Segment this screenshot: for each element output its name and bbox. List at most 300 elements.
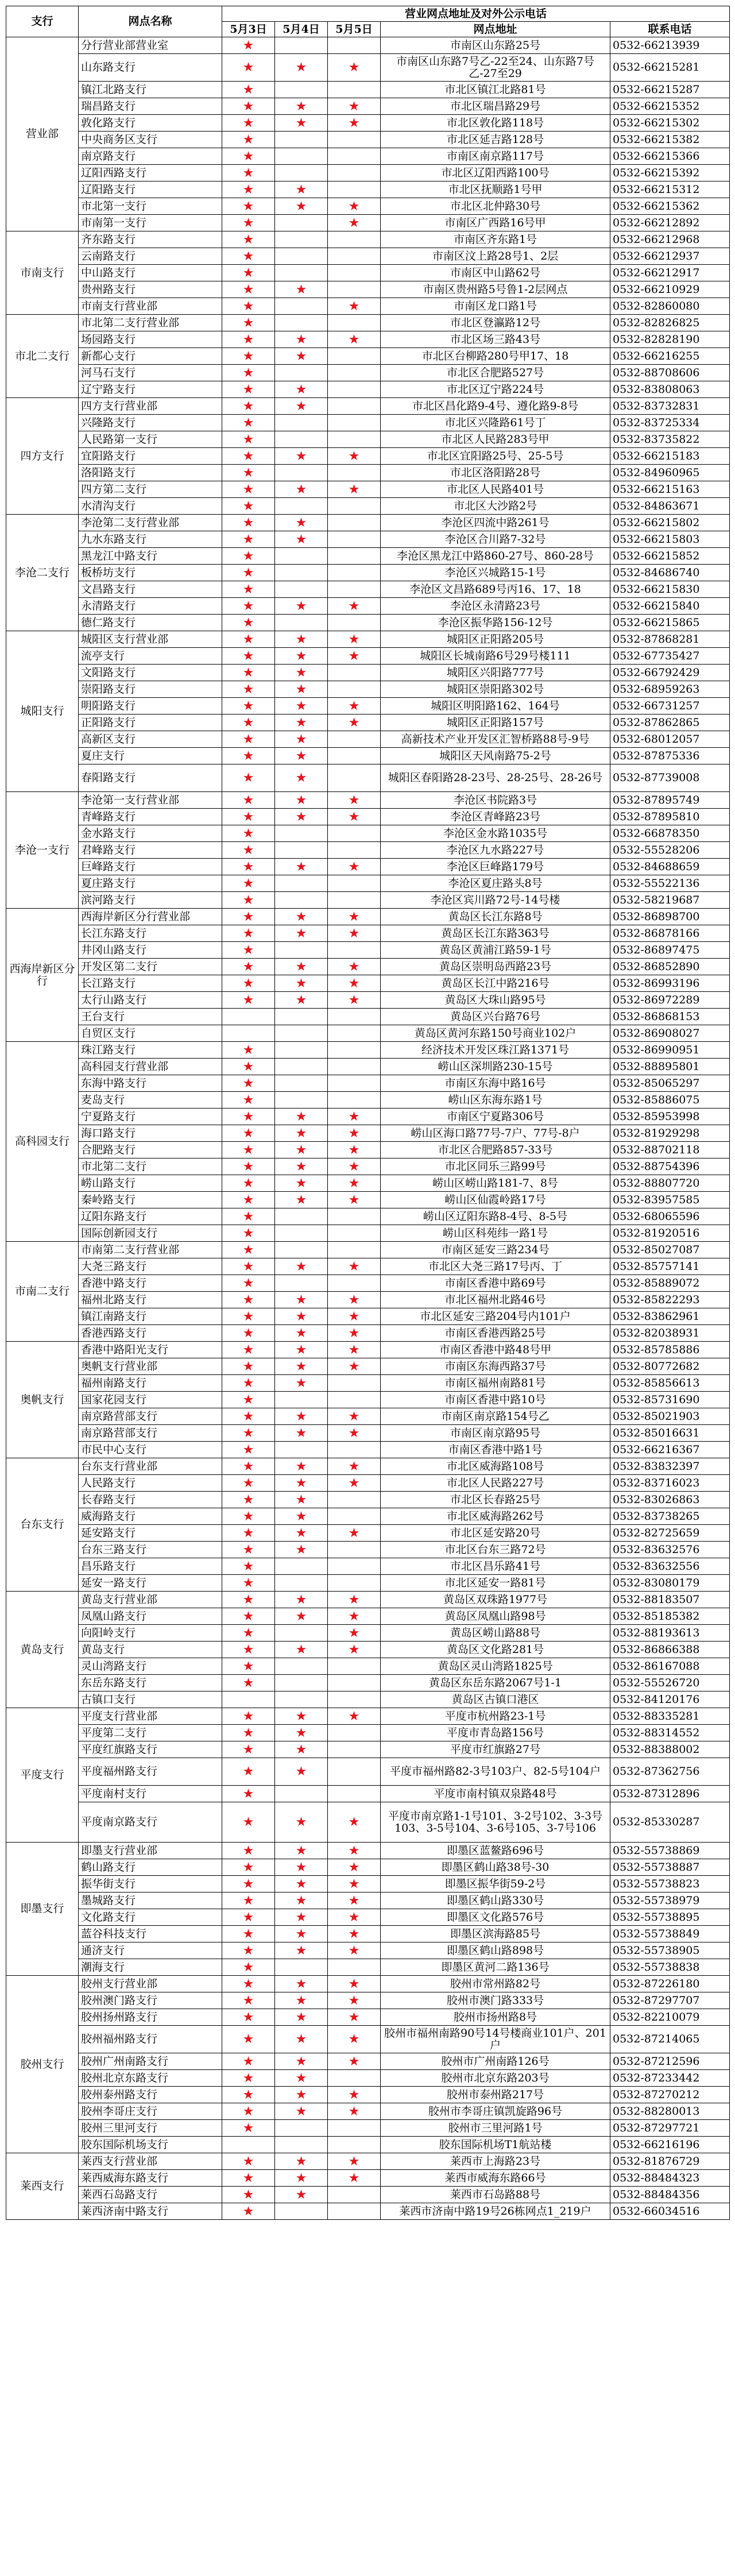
table-row [6, 1475, 730, 1492]
phone-cell: 0532-66215281 [610, 54, 730, 82]
star-icon: ★ [295, 1993, 307, 2008]
address-cell: 李沧区合川路7-32号 [381, 531, 610, 548]
open-day-2-cell [275, 281, 328, 298]
address-cell: 李沧区巨峰路179号 [381, 859, 610, 875]
open-day-3-cell [328, 1525, 381, 1542]
open-day-1-cell [222, 2137, 275, 2153]
open-day-1-cell [222, 2087, 275, 2103]
star-icon: ★ [242, 1764, 254, 1779]
outlet-name-cell: 胶州三里河支行 [79, 2120, 222, 2137]
outlet-name-cell: 国际创新园支行 [79, 1225, 222, 1242]
table-row [6, 748, 730, 764]
table-row [6, 1575, 730, 1592]
table-row [6, 665, 730, 681]
table-row [6, 1442, 730, 1458]
outlet-name-cell: 古镇口支行 [79, 1691, 222, 1708]
open-day-3-cell [328, 265, 381, 281]
table-row [6, 198, 730, 215]
open-day-3-cell [328, 1208, 381, 1225]
table-row [6, 1225, 730, 1242]
address-cell: 市南区山东路7号乙-22至24、山东路7号乙-27至29 [381, 54, 610, 82]
table-row [6, 2187, 730, 2203]
table-row [6, 731, 730, 748]
open-day-3-cell [328, 2203, 381, 2220]
outlet-name-cell: 麦岛支行 [79, 1092, 222, 1109]
outlet-name-cell: 香港中路阳光支行 [79, 1342, 222, 1358]
open-day-1-cell [222, 1802, 275, 1843]
star-icon: ★ [242, 1659, 254, 1674]
star-icon: ★ [295, 1926, 307, 1941]
address-cell: 市北区延安路20号 [381, 1525, 610, 1542]
open-day-3-cell [328, 665, 381, 681]
open-day-3-cell [328, 415, 381, 431]
star-icon: ★ [348, 909, 360, 924]
outlet-name-cell: 通济支行 [79, 1942, 222, 1959]
star-icon: ★ [348, 2087, 360, 2102]
open-day-3-cell [328, 2120, 381, 2137]
phone-cell: 0532-87895810 [610, 809, 730, 825]
address-cell: 胶州市北京东路203号 [381, 2070, 610, 2087]
open-day-2-cell [275, 1408, 328, 1425]
outlet-name-cell: 海口路支行 [79, 1125, 222, 1142]
star-icon: ★ [242, 515, 254, 530]
table-row [6, 1558, 730, 1575]
star-icon: ★ [242, 399, 254, 414]
table-row [6, 431, 730, 448]
star-icon: ★ [295, 1742, 307, 1757]
open-day-1-cell [222, 2103, 275, 2120]
open-day-1-cell [222, 1758, 275, 1786]
open-day-1-cell [222, 1392, 275, 1408]
phone-cell: 0532-83832397 [610, 1458, 730, 1475]
phone-cell: 0532-80772682 [610, 1358, 730, 1375]
open-day-2-cell [275, 1175, 328, 1192]
star-icon: ★ [242, 232, 254, 247]
table-row [6, 315, 730, 331]
open-day-1-cell [222, 398, 275, 415]
table-row [6, 1992, 730, 2009]
open-day-1-cell [222, 1708, 275, 1725]
table-row [6, 1642, 730, 1658]
outlet-name-cell: 蓝谷科技支行 [79, 1926, 222, 1942]
open-day-3-cell [328, 2053, 381, 2070]
star-icon: ★ [348, 1943, 360, 1958]
open-day-3-cell [328, 2026, 381, 2053]
star-icon: ★ [295, 1109, 307, 1124]
star-icon: ★ [348, 1426, 360, 1440]
phone-cell: 0532-88807720 [610, 1175, 730, 1192]
open-day-3-cell [328, 348, 381, 365]
table-row [6, 2120, 730, 2137]
table-row [6, 215, 730, 231]
address-cell: 市北区人民路283号甲 [381, 431, 610, 448]
table-row [6, 1075, 730, 1092]
star-icon: ★ [242, 549, 254, 563]
outlet-name-cell: 辽阳东路支行 [79, 1208, 222, 1225]
phone-cell: 0532-66215382 [610, 132, 730, 148]
phone-cell: 0532-66215163 [610, 481, 730, 498]
open-day-3-cell [328, 115, 381, 132]
open-day-1-cell [222, 1025, 275, 1042]
outlet-name-cell: 市南第二支行营业部 [79, 1242, 222, 1258]
open-day-1-cell [222, 1786, 275, 1802]
open-day-2-cell [275, 548, 328, 565]
open-day-1-cell [222, 959, 275, 975]
outlet-name-cell: 胶州澳门路支行 [79, 1992, 222, 2009]
open-day-2-cell [275, 598, 328, 615]
outlet-name-cell: 场园路支行 [79, 331, 222, 348]
address-cell: 平度市杭州路23-1号 [381, 1708, 610, 1725]
address-cell: 市北区抚顺路1号甲 [381, 181, 610, 198]
star-icon: ★ [242, 1943, 254, 1958]
open-day-2-cell [275, 1475, 328, 1492]
open-day-1-cell [222, 859, 275, 875]
open-day-1-cell [222, 298, 275, 315]
star-icon: ★ [242, 349, 254, 364]
star-icon: ★ [295, 532, 307, 547]
star-icon: ★ [348, 1459, 360, 1474]
star-icon: ★ [348, 1893, 360, 1908]
table-row [6, 1675, 730, 1691]
table-row [6, 448, 730, 465]
outlet-name-cell: 市北第二支行营业部 [79, 315, 222, 331]
open-day-3-cell [328, 975, 381, 992]
star-icon: ★ [242, 1376, 254, 1391]
outlet-name-cell: 分行营业部营业室 [79, 37, 222, 54]
star-icon: ★ [242, 926, 254, 941]
outlet-name-cell: 长春路支行 [79, 1492, 222, 1508]
address-cell: 李沧区振华路156-12号 [381, 615, 610, 631]
address-cell: 崂山区辽阳东路8-4号、8-5号 [381, 1208, 610, 1225]
open-day-2-cell [275, 2187, 328, 2203]
open-day-1-cell [222, 1992, 275, 2009]
table-row [6, 531, 730, 548]
phone-cell: 0532-85822293 [610, 1292, 730, 1308]
star-icon: ★ [242, 1309, 254, 1324]
open-day-3-cell [328, 381, 381, 398]
phone-cell: 0532-86878166 [610, 925, 730, 942]
outlet-name-cell: 香港中路支行 [79, 1275, 222, 1292]
open-day-1-cell [222, 1542, 275, 1558]
address-cell: 市北区北仲路30号 [381, 198, 610, 215]
star-icon: ★ [295, 1815, 307, 1829]
star-icon: ★ [295, 1764, 307, 1779]
open-day-3-cell [328, 681, 381, 698]
phone-cell: 0532-88193613 [610, 1625, 730, 1642]
star-icon: ★ [295, 1976, 307, 1991]
branch-cell: 奥帆支行 [6, 1342, 79, 1458]
phone-cell: 0532-66215840 [610, 598, 730, 615]
open-day-1-cell [222, 1741, 275, 1758]
phone-cell: 0532-83735822 [610, 431, 730, 448]
open-day-1-cell [222, 842, 275, 859]
open-day-1-cell [222, 37, 275, 54]
open-day-3-cell [328, 1242, 381, 1258]
open-day-2-cell [275, 381, 328, 398]
open-day-3-cell [328, 82, 381, 98]
address-cell: 市北区长春路25号 [381, 1492, 610, 1508]
table-row [6, 2170, 730, 2187]
open-day-1-cell [222, 1843, 275, 1859]
open-day-2-cell [275, 1325, 328, 1342]
open-day-3-cell [328, 1658, 381, 1675]
open-day-2-cell [275, 1025, 328, 1042]
table-row [6, 37, 730, 54]
phone-cell: 0532-86993196 [610, 975, 730, 992]
open-day-2-cell [275, 1675, 328, 1691]
open-day-1-cell [222, 715, 275, 731]
open-day-2-cell [275, 415, 328, 431]
table-row [6, 2203, 730, 2220]
outlet-name-cell: 平度南京路支行 [79, 1802, 222, 1843]
phone-cell: 0532-88708606 [610, 365, 730, 381]
table-row [6, 1358, 730, 1375]
star-icon: ★ [295, 1592, 307, 1607]
star-icon: ★ [242, 2154, 254, 2169]
outlet-name-cell: 镇江南路支行 [79, 1308, 222, 1325]
star-icon: ★ [295, 349, 307, 364]
open-day-2-cell [275, 465, 328, 481]
table-row [6, 992, 730, 1009]
address-cell: 经济技术开发区珠江路1371号 [381, 1042, 610, 1059]
open-day-2-cell [275, 1458, 328, 1475]
table-row [6, 1859, 730, 1876]
open-day-1-cell [222, 54, 275, 82]
star-icon: ★ [295, 199, 307, 214]
open-day-3-cell [328, 565, 381, 581]
open-day-2-cell [275, 54, 328, 82]
open-day-3-cell [328, 842, 381, 859]
open-day-3-cell [328, 1691, 381, 1708]
address-cell: 黄岛区兴台路76号 [381, 1009, 610, 1025]
table-row [6, 1158, 730, 1175]
address-cell: 胶州市扬州路8号 [381, 2009, 610, 2026]
address-cell: 平度市福州路82-3号103户、82-5号104户 [381, 1758, 610, 1786]
star-icon: ★ [242, 1242, 254, 1257]
open-day-1-cell [222, 1508, 275, 1525]
open-day-1-cell [222, 515, 275, 531]
table-row [6, 1542, 730, 1558]
phone-cell: 0532-66215392 [610, 165, 730, 181]
address-cell: 黄岛区长江东路363号 [381, 925, 610, 942]
open-day-1-cell [222, 148, 275, 165]
outlet-name-cell: 李沧第二支行营业部 [79, 515, 222, 531]
open-day-3-cell [328, 1275, 381, 1292]
open-day-3-cell [328, 2153, 381, 2170]
phone-cell: 0532-88314552 [610, 1725, 730, 1741]
open-day-2-cell [275, 1708, 328, 1725]
outlet-name-cell: 墨城路支行 [79, 1893, 222, 1909]
address-cell: 市北区辽阳西路100号 [381, 165, 610, 181]
outlet-name-cell: 黄岛支行 [79, 1642, 222, 1658]
star-icon: ★ [242, 1059, 254, 1074]
open-day-2-cell [275, 1642, 328, 1658]
phone-cell: 0532-66215852 [610, 548, 730, 565]
star-icon: ★ [242, 876, 254, 891]
open-day-2-cell [275, 1158, 328, 1175]
table-row [6, 1109, 730, 1125]
star-icon: ★ [295, 1476, 307, 1490]
address-cell: 胶州市澳门路333号 [381, 1992, 610, 2009]
table-row [6, 1208, 730, 1225]
open-day-3-cell [328, 465, 381, 481]
branch-cell: 市南支行 [6, 231, 79, 315]
phone-cell: 0532-83632576 [610, 1542, 730, 1558]
open-day-2-cell [275, 1292, 328, 1308]
star-icon: ★ [295, 1509, 307, 1524]
open-day-3-cell [328, 1325, 381, 1342]
star-icon: ★ [242, 1910, 254, 1925]
table-row [6, 2087, 730, 2103]
address-cell: 黄岛区黄浦江路59-1号 [381, 942, 610, 959]
open-day-1-cell [222, 665, 275, 681]
outlet-name-cell: 莱西济南中路支行 [79, 2203, 222, 2220]
phone-cell: 0532-84686740 [610, 565, 730, 581]
table-row [6, 615, 730, 631]
open-day-1-cell [222, 1059, 275, 1075]
phone-cell: 0532-55738979 [610, 1893, 730, 1909]
star-icon: ★ [348, 859, 360, 874]
open-day-3-cell [328, 1375, 381, 1392]
star-icon: ★ [242, 482, 254, 497]
star-icon: ★ [295, 1176, 307, 1191]
table-row [6, 1691, 730, 1708]
open-day-1-cell [222, 1959, 275, 1976]
address-cell: 城阳区兴阳路777号 [381, 665, 610, 681]
star-icon: ★ [242, 165, 254, 180]
address-cell: 崂山区科苑纬一路1号 [381, 1225, 610, 1242]
star-icon: ★ [242, 1876, 254, 1891]
open-day-1-cell [222, 681, 275, 698]
address-cell: 市北区昌乐路41号 [381, 1558, 610, 1575]
open-day-2-cell [275, 1893, 328, 1909]
star-icon: ★ [242, 582, 254, 597]
phone-cell: 0532-87214065 [610, 2026, 730, 2053]
outlet-name-cell: 香港西路支行 [79, 1325, 222, 1342]
outlet-name-cell: 胶州李哥庄支行 [79, 2103, 222, 2120]
address-cell: 城阳区正阳路157号 [381, 715, 610, 731]
star-icon: ★ [242, 115, 254, 130]
star-icon: ★ [348, 715, 360, 730]
open-day-1-cell [222, 1876, 275, 1893]
phone-cell: 0532-88484356 [610, 2187, 730, 2203]
star-icon: ★ [242, 809, 254, 824]
open-day-1-cell [222, 2170, 275, 2187]
star-icon: ★ [242, 1359, 254, 1374]
star-icon: ★ [295, 793, 307, 808]
phone-cell: 0532-85330287 [610, 1802, 730, 1843]
outlet-name-cell: 平度南村支行 [79, 1786, 222, 1802]
address-cell: 市南区广西路16号甲 [381, 215, 610, 231]
star-icon: ★ [295, 2087, 307, 2102]
star-icon: ★ [295, 2071, 307, 2085]
phone-cell: 0532-66212892 [610, 215, 730, 231]
address-cell: 即墨区振华街59-2号 [381, 1876, 610, 1893]
star-icon: ★ [295, 1843, 307, 1858]
star-icon: ★ [295, 1525, 307, 1540]
table-row [6, 1342, 730, 1358]
header-group: 营业网点地址及对外公示电话 [222, 6, 730, 22]
open-day-1-cell [222, 1408, 275, 1425]
outlet-name-cell: 人民路支行 [79, 1475, 222, 1492]
star-icon: ★ [295, 1342, 307, 1357]
star-icon: ★ [295, 926, 307, 941]
star-icon: ★ [295, 715, 307, 730]
table-row [6, 1292, 730, 1308]
address-cell: 市北区威海路262号 [381, 1508, 610, 1525]
table-row [6, 764, 730, 792]
open-day-2-cell [275, 2170, 328, 2187]
open-day-3-cell [328, 1575, 381, 1592]
open-day-3-cell [328, 132, 381, 148]
open-day-1-cell [222, 198, 275, 215]
star-icon: ★ [348, 1609, 360, 1624]
open-day-1-cell [222, 98, 275, 115]
star-icon: ★ [242, 843, 254, 858]
branch-schedule-document [6, 6, 729, 2220]
outlet-name-cell: 板桥坊支行 [79, 565, 222, 581]
branch-cell: 高科园支行 [6, 1042, 79, 1242]
address-cell: 市南区南京路95号 [381, 1425, 610, 1442]
table-row [6, 1492, 730, 1508]
star-icon: ★ [348, 2010, 360, 2025]
address-cell: 市南区东海中路16号 [381, 1075, 610, 1092]
open-day-1-cell [222, 1909, 275, 1926]
address-cell: 崂山区崂山路181-7、8号 [381, 1175, 610, 1192]
address-cell: 胶州市泰州路217号 [381, 2087, 610, 2103]
phone-cell: 0532-83862961 [610, 1308, 730, 1325]
star-icon: ★ [242, 1259, 254, 1274]
table-row [6, 1325, 730, 1342]
open-day-2-cell [275, 2026, 328, 2053]
outlet-name-cell: 开发区第二支行 [79, 959, 222, 975]
address-cell: 崂山区东海东路1号 [381, 1092, 610, 1109]
outlet-name-cell: 即墨支行营业部 [79, 1843, 222, 1859]
address-cell: 李沧区四流中路261号 [381, 515, 610, 531]
address-cell: 即墨区蓝鳌路696号 [381, 1843, 610, 1859]
table-row [6, 1893, 730, 1909]
star-icon: ★ [348, 1159, 360, 1174]
address-cell: 市南区香港中路69号 [381, 1275, 610, 1292]
star-icon: ★ [348, 1409, 360, 1424]
open-day-1-cell [222, 975, 275, 992]
phone-cell: 0532-68065596 [610, 1208, 730, 1225]
phone-cell: 0532-87270212 [610, 2087, 730, 2103]
star-icon: ★ [295, 648, 307, 663]
star-icon: ★ [242, 859, 254, 874]
open-day-3-cell [328, 1192, 381, 1208]
star-icon: ★ [295, 99, 307, 114]
open-day-3-cell [328, 281, 381, 298]
open-day-3-cell [328, 731, 381, 748]
open-day-2-cell [275, 681, 328, 698]
star-icon: ★ [242, 1725, 254, 1740]
outlet-name-cell: 莱西石岛路支行 [79, 2187, 222, 2203]
outlet-name-cell: 昌乐路支行 [79, 1558, 222, 1575]
outlet-name-cell: 南京路营部支行 [79, 1408, 222, 1425]
outlet-name-cell: 井冈山路支行 [79, 942, 222, 959]
outlet-name-cell: 青峰路支行 [79, 809, 222, 825]
outlet-name-cell: 东岳东路支行 [79, 1675, 222, 1691]
phone-cell: 0532-83026863 [610, 1492, 730, 1508]
table-row [6, 1625, 730, 1642]
open-day-1-cell [222, 1325, 275, 1342]
open-day-2-cell [275, 1208, 328, 1225]
open-day-2-cell [275, 2070, 328, 2087]
outlet-name-cell: 正阳路支行 [79, 715, 222, 731]
star-icon: ★ [295, 1292, 307, 1307]
star-icon: ★ [242, 1843, 254, 1858]
